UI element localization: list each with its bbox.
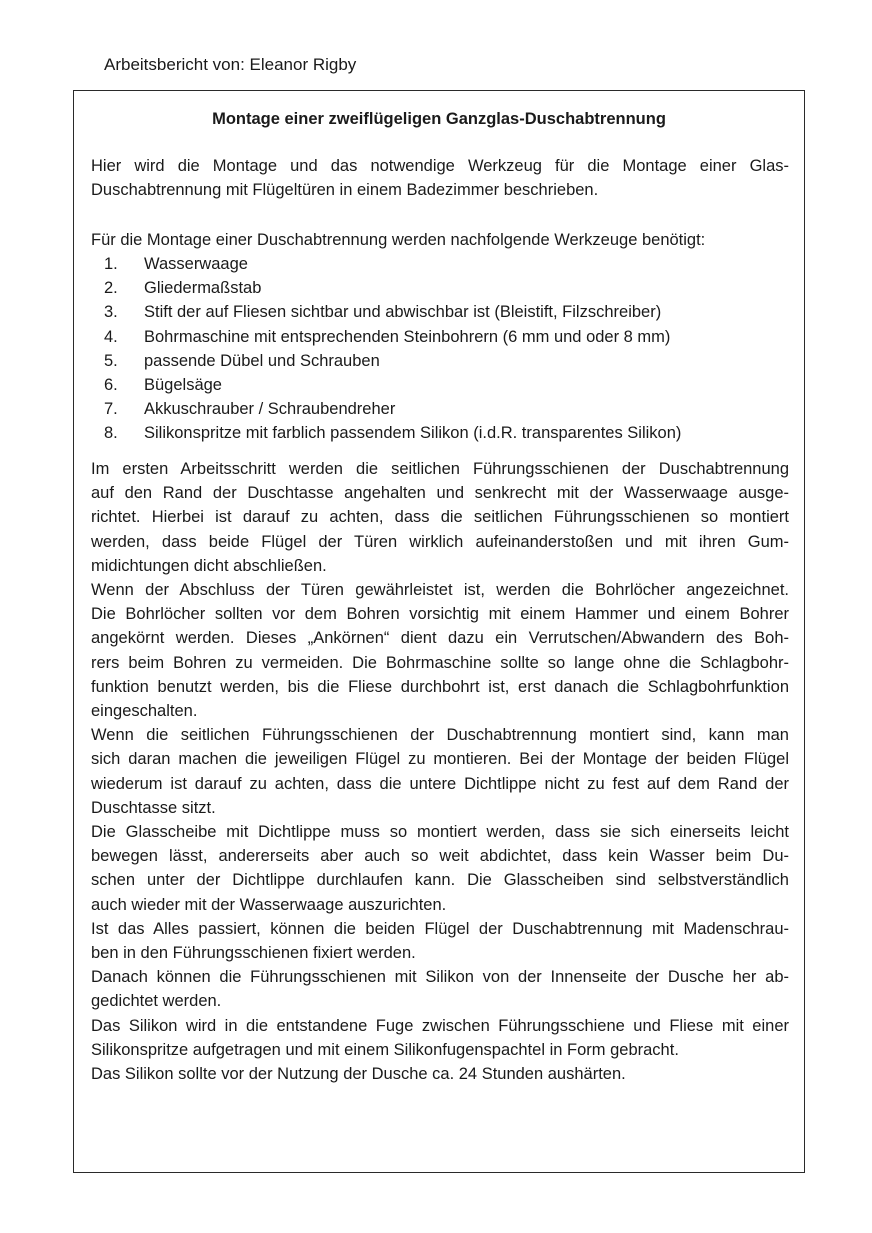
tools-intro: Für die Montage einer Duschabtrennung werden nachfolgende Werkzeuge benötigt: (91, 231, 706, 249)
tool-number: 7. (104, 400, 118, 419)
report-title: Montage einer zweiflügeligen Ganzglas-Duschabtrennung (212, 110, 666, 128)
step-line: bewegen lässt, andererseits aber auch so weit abdichtet, dass kein Wasser beim Du- (91, 847, 789, 866)
step-line: Die Bohrlöcher sollten vor dem Bohren vorsichtig mit einem Hammer und einem Bohrer (91, 605, 789, 624)
tool-number: 8. (104, 424, 118, 443)
author-line: Arbeitsbericht von: Eleanor Rigby (104, 55, 357, 74)
tool-item (104, 397, 681, 421)
tool-item (104, 421, 681, 445)
step-line: funktion benutzt werden, bis die Fliese durchbohrt ist, erst danach die Schlagbohrfunktion (91, 677, 789, 696)
tool-item (104, 300, 681, 324)
step-line: werden, dass beide Flügel der Türen wirklich aufeinanderstoßen und mit ihren Gum- (91, 532, 789, 551)
tool-item (104, 349, 681, 373)
step-line: eingeschalten. (91, 702, 198, 721)
step-line: Im ersten Arbeitsschritt werden die seitlichen Führungsschienen der Duschabtrennung (91, 460, 789, 478)
tool-number: 4. (104, 327, 118, 346)
step-line: rers beim Bohren zu vermeiden. Die Bohrmaschine sollte so lange ohne die Schlagbohr- (91, 653, 789, 672)
step-line: wiederum ist darauf zu achten, dass die untere Dichtlippe nicht zu fest auf dem Rand der (91, 774, 789, 793)
tool-number: 5. (104, 351, 118, 370)
step-line: Silikonspritze aufgetragen und mit einem Silikonfugenspachtel in Form gebracht. (91, 1040, 679, 1059)
tool-text: Stift der auf Fliesen sichtbar und abwischbar ist (Bleistift, Filzschreiber) (144, 303, 662, 322)
tool-number: 6. (104, 376, 118, 395)
tool-number: 1. (104, 255, 118, 273)
step-line: sich daran machen die jeweiligen Flügel zu montieren. Bei der Montage der beiden Flügel (91, 750, 789, 769)
tool-item (104, 276, 681, 300)
tool-text: passende Dübel und Schrauben (144, 351, 380, 370)
step-line: Die Glasscheibe mit Dichtlippe muss so montiert werden, dass sie sich einerseits leicht (91, 823, 789, 842)
tool-text: Bohrmaschine mit entsprechenden Steinbohrern (6 mm und oder 8 mm) (144, 327, 671, 346)
step-line: angekörnt werden. Dieses „Ankörnen“ dient dazu ein Verrutschen/Abwandern des Boh- (91, 629, 789, 648)
step-line: Wenn die seitlichen Führungsschienen der Duschabtrennung montiert sind, kann man (91, 726, 789, 745)
tool-number: 3. (104, 303, 118, 322)
intro-line: Hier wird die Montage und das notwendige Werkzeug für die Montage einer Glas- (91, 157, 789, 175)
tool-text: Akkuschrauber / Schraubendreher (144, 400, 396, 419)
tool-text: Bügelsäge (144, 376, 222, 395)
step-line: Ist das Alles passiert, können die beiden Flügel der Duschabtrennung mit Madenschrau- (91, 919, 789, 938)
step-line: Danach können die Führungsschienen mit Silikon von der Innenseite der Dusche her ab- (91, 968, 789, 987)
step-line: schen unter der Dichtlippe durchlaufen kann. Die Glasscheiben sind selbstverständlich (91, 871, 789, 890)
step-line: Das Silikon sollte vor der Nutzung der Dusche ca. 24 Stunden aushärten. (91, 1065, 626, 1084)
tool-number: 2. (104, 279, 118, 298)
step-line: midichtungen dicht abschließen. (91, 556, 327, 575)
tool-item (104, 252, 681, 276)
tool-text: Silikonspritze mit farblich passendem Silikon (i.d.R. transparentes Silikon) (144, 424, 682, 443)
step-line: Wenn der Abschluss der Türen gewährleistet ist, werden die Bohrlöcher angezeichnet. (91, 581, 789, 600)
step-line: Duschtasse sitzt. (91, 798, 216, 817)
step-line: richtet. Hierbei ist darauf zu achten, dass die seitlichen Führungsschienen so montiert (91, 508, 789, 527)
step-line: ben in den Führungsschienen fixiert werden. (91, 944, 416, 963)
step-line: auch wieder mit der Wasserwaage auszurichten. (91, 895, 447, 914)
work-steps (91, 457, 789, 1086)
report-box (73, 90, 805, 1173)
tool-item (104, 325, 681, 349)
step-line: Das Silikon wird in die entstandene Fuge zwischen Führungsschiene und Fliese mit einer (91, 1016, 789, 1035)
intro-line: Duschabtrennung mit Flügeltüren in einem Badezimmer beschrieben. (91, 181, 599, 200)
tool-text: Wasserwaage (144, 255, 248, 273)
tools-list (104, 252, 681, 446)
tool-text: Gliedermaßstab (144, 279, 262, 298)
intro-paragraph (91, 154, 789, 202)
step-line: gedichtet werden. (91, 992, 222, 1011)
step-line: auf den Rand der Duschtasse angehalten und senkrecht mit der Wasserwaage ausge- (91, 484, 789, 503)
tool-item (104, 373, 681, 397)
